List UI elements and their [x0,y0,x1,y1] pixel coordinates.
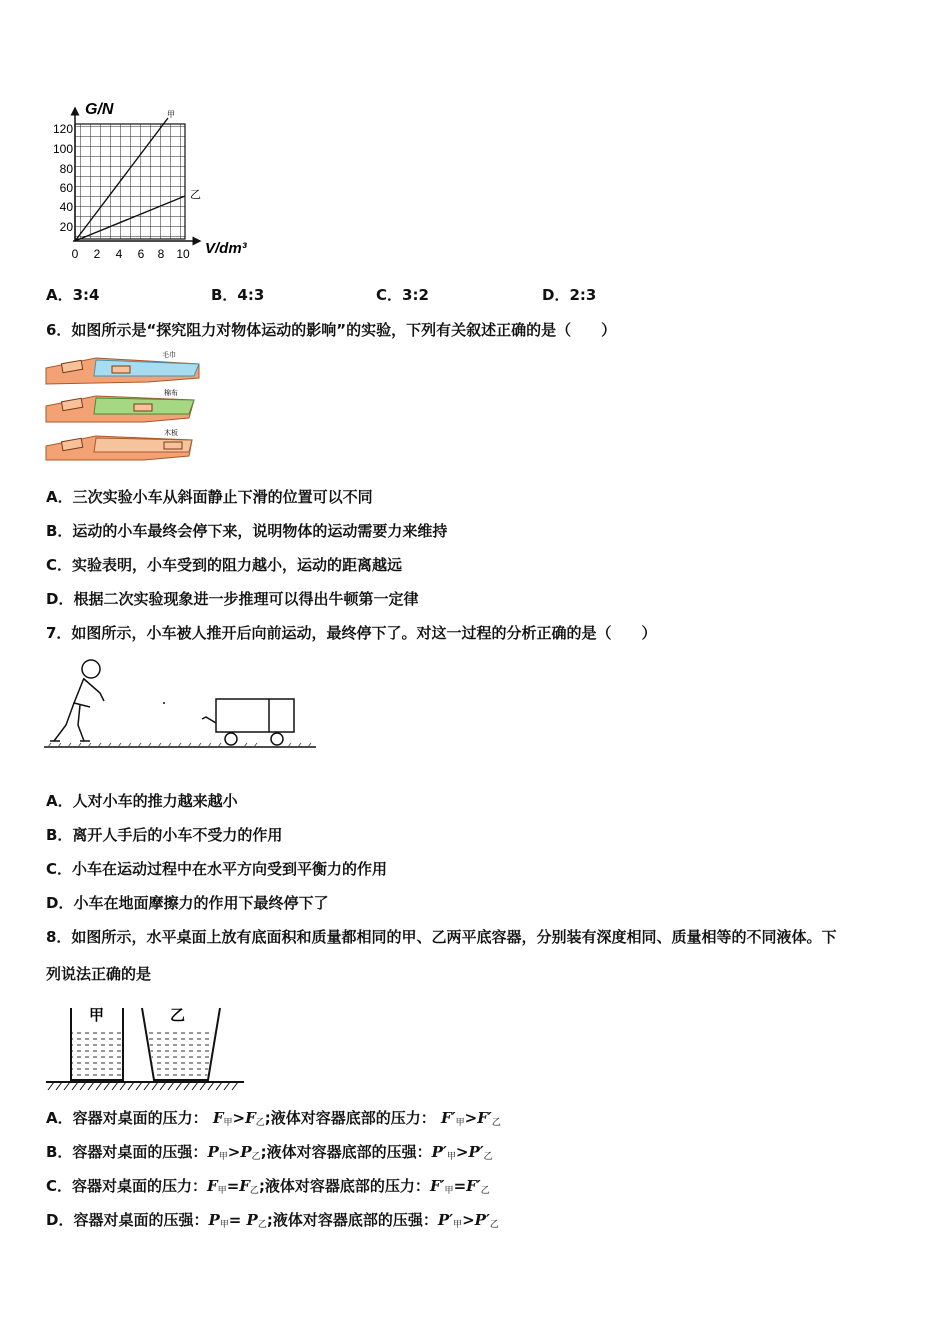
q5-option-c[interactable]: C．3:2 [376,286,429,304]
option-mid: ;液体对容器底部的压强： [260,1143,432,1161]
symbol: F [245,1109,256,1127]
subscript: 乙 [491,1118,501,1128]
symbol: F [239,1177,250,1195]
y-tick: 100 [52,142,73,156]
subscript: 甲 [217,1186,227,1196]
x-tick: 8 [157,247,165,261]
y-tick: 60 [59,181,73,195]
cart [202,699,294,745]
symbol: F′ [466,1177,481,1195]
q7-push-cart-figure [44,655,319,750]
q6-option-a[interactable]: A．三次实验小车从斜面静止下滑的位置可以不同 [46,488,373,506]
subscript: 乙 [249,1186,259,1196]
subscript: 乙 [483,1152,493,1162]
q7-stem: 7．如图所示，小车被人推开后向前运动，最终停下了。对这一过程的分析正确的是（ ） [46,624,657,642]
operator: = [453,1177,467,1195]
operator: = [226,1177,240,1195]
symbol: P′ [431,1143,447,1161]
x-tick: 10 [176,247,190,261]
option-mid: ;液体对容器底部的压力： [258,1177,430,1195]
operator: > [232,1109,246,1127]
graph-grid [75,124,185,239]
symbol: F [207,1177,218,1195]
container-jia [71,1007,123,1080]
operator: > [462,1211,475,1229]
subscript: 甲 [218,1152,228,1162]
q8-option-d[interactable] [46,1210,499,1235]
subscript: 甲 [455,1118,465,1128]
operator: = [228,1211,247,1229]
q5-option-b[interactable]: B．4:3 [211,286,265,304]
q7-option-b[interactable]: B．离开人手后的小车不受力的作用 [46,826,283,844]
q6-ramp-figure [44,348,204,466]
ramp-towel [46,350,199,384]
y-axis-label: G/N [85,101,114,118]
subscript: 甲 [446,1152,456,1162]
surface-label-towel: 毛巾 [162,352,176,359]
line-yi-label: 乙 [190,189,201,201]
symbol: P′ [468,1143,484,1161]
subscript: 乙 [257,1220,267,1230]
q8-option-a[interactable] [46,1108,501,1133]
q5-gv-graph [40,96,280,266]
container-yi-label: 乙 [170,1007,186,1024]
subscript: 甲 [453,1220,463,1230]
q6-stem: 6．如图所示是“探究阻力对物体运动的影响”的实验，下列有关叙述正确的是（ ） [46,321,617,339]
option-mid: ;液体对容器底部的压力： [264,1109,436,1127]
q5-option-d[interactable]: D．2:3 [542,286,597,304]
line-jia-label: 甲 [167,110,175,119]
subscript: 乙 [480,1186,490,1196]
operator: > [455,1143,469,1161]
container-jia-label: 甲 [89,1007,105,1024]
option-mid: ;液体对容器底部的压强： [266,1211,438,1229]
q6-option-d[interactable]: D．根据二次实验现象进一步推理可以得出牛顿第一定律 [46,590,419,608]
symbol: F′ [477,1109,492,1127]
symbol: P [246,1211,258,1229]
option-lead: C．容器对桌面的压力： [46,1177,208,1195]
q7-option-a[interactable]: A．人对小车的推力越来越小 [46,792,238,810]
surface-label-cotton: 棉布 [164,390,178,397]
x-tick: 2 [93,247,101,261]
option-lead: D．容器对桌面的压强： [46,1211,209,1229]
symbol: P [207,1143,219,1161]
q8-stem-line2: 列说法正确的是 [46,965,152,983]
q8-stem-line1: 8．如图所示，水平桌面上放有底面积和质量都相同的甲、乙两平底容器，分别装有深度相同、质量相等的不同液体。下 [46,928,837,946]
symbol: F′ [429,1177,445,1195]
q8-containers-figure [44,1000,249,1095]
y-tick: 40 [59,200,73,214]
q8-option-c[interactable] [46,1176,490,1201]
symbol: P [208,1211,220,1229]
symbol: P [240,1143,252,1161]
x-axis-label: V/dm³ [205,240,247,257]
subscript: 乙 [255,1118,265,1128]
x-tick: 4 [115,247,123,261]
q7-option-d[interactable]: D．小车在地面摩擦力的作用下最终停下了 [46,894,329,912]
symbol: P′ [437,1211,454,1229]
ramp-cotton [46,388,194,422]
q5-option-a[interactable]: A．3:4 [46,286,100,304]
subscript: 甲 [444,1186,454,1196]
x-tick: 6 [137,247,145,261]
y-tick: 80 [59,162,73,176]
q8-option-b[interactable] [46,1142,493,1167]
ramp-board [46,428,192,460]
surface-label-board: 木板 [164,430,178,437]
y-tick: 120 [52,122,73,136]
container-yi [142,1007,220,1080]
q7-option-c[interactable]: C．小车在运动过程中在水平方向受到平衡力的作用 [46,860,388,878]
operator: > [464,1109,478,1127]
y-tick: 20 [59,220,73,234]
subscript: 甲 [219,1220,229,1230]
symbol: F [212,1109,224,1127]
subscript: 乙 [251,1152,261,1162]
person-pushing [50,660,104,741]
symbol: P′ [474,1211,490,1229]
option-lead: A．容器对桌面的压力： [46,1109,208,1127]
symbol: F′ [441,1109,456,1127]
q6-option-c[interactable]: C．实验表明，小车受到的阻力越小，运动的距离越远 [46,556,403,574]
subscript: 甲 [223,1118,233,1128]
q6-option-b[interactable]: B．运动的小车最终会停下来，说明物体的运动需要力来维持 [46,522,448,540]
operator: > [227,1143,241,1161]
subscript: 乙 [489,1220,499,1230]
option-lead: B．容器对桌面的压强： [46,1143,208,1161]
x-tick: 0 [71,247,79,261]
